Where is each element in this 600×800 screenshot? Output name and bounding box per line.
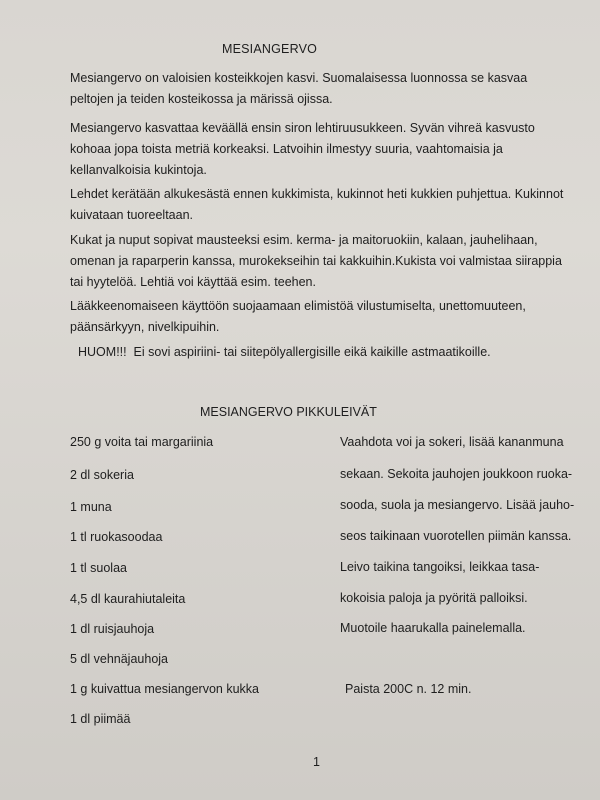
ingredient-item: 250 g voita tai margariinia bbox=[70, 435, 214, 449]
page-number: 1 bbox=[313, 755, 320, 769]
paragraph-medicinal-use: Lääkkeenomaiseen käyttöön suojaamaan elimistöä vilustumiselta, unettomuuteen, päänsärkyyn, nivelkipuihin. bbox=[70, 299, 526, 334]
paragraph-growth: Mesiangervo kasvattaa keväällä ensin siron lehtiruusukkeen. Syvän vihreä kasvusto kohoaa jopa toista metriä korkeaksi. Latvoihin ilmestyy suuria, vaahtomaisia ja kellanvalkoisia kukintoja. bbox=[70, 121, 535, 177]
paragraph-culinary-use: Kukat ja nuput sopivat mausteeksi esim. kerma- ja maitoruokiin, kalaan, jauhelihaan, omenan ja raparperin kanssa, murokekseihin tai kakkuihin.Kukista voi valmistaa siirappia tai hyytelöä. Lehtiä voi käyttää esim. teehen. bbox=[70, 233, 562, 289]
instruction-line: Muotoile haarukalla painelemalla. bbox=[340, 621, 526, 635]
ingredient-item: 1 g kuivattua mesiangervon kukka bbox=[70, 682, 259, 696]
ingredient-item: 1 tl suolaa bbox=[70, 561, 127, 575]
instruction-line: Paista 200C n. 12 min. bbox=[345, 682, 472, 696]
instruction-line: sooda, suola ja mesiangervo. Lisää jauho- bbox=[340, 498, 575, 512]
instruction-line: sekaan. Sekoita jauhojen joukkoon ruoka- bbox=[340, 467, 573, 481]
ingredient-item: 1 tl ruokasoodaa bbox=[70, 530, 163, 544]
paragraph-habitat: Mesiangervo on valoisien kosteikkojen kasvi. Suomalaisessa luonnossa se kasvaa peltojen ja teiden kosteikossa ja märissä ojissa. bbox=[70, 71, 528, 106]
instruction-line: seos taikinaan vuorotellen piimän kanssa. bbox=[340, 529, 572, 543]
ingredient-item: 4,5 dl kaurahiutaleita bbox=[70, 592, 186, 606]
ingredient-item: 1 muna bbox=[70, 500, 112, 514]
recipe-title: MESIANGERVO PIKKULEIVÄT bbox=[200, 405, 377, 419]
instruction-line: Leivo taikina tangoiksi, leikkaa tasa- bbox=[340, 560, 540, 574]
paragraph-harvest: Lehdet kerätään alkukesästä ennen kukkimista, kukinnot heti kukkien puhjettua. Kukinnot kuivataan tuoreeltaan. bbox=[70, 187, 564, 222]
instruction-line: kokoisia paloja ja pyöritä palloiksi. bbox=[340, 591, 528, 605]
ingredient-item: 1 dl piimää bbox=[70, 712, 131, 726]
ingredient-item: 2 dl sokeria bbox=[70, 468, 134, 482]
ingredient-item: 1 dl ruisjauhoja bbox=[70, 622, 155, 636]
instruction-line: Vaahdota voi ja sokeri, lisää kananmuna bbox=[340, 435, 564, 449]
ingredient-item: 5 dl vehnäjauhoja bbox=[70, 652, 168, 666]
document-title: MESIANGERVO bbox=[222, 42, 318, 56]
warning-note: HUOM!!! Ei sovi aspiriini- tai siitepölyallergisille eikä kaikille astmaatikoille. bbox=[78, 345, 491, 359]
